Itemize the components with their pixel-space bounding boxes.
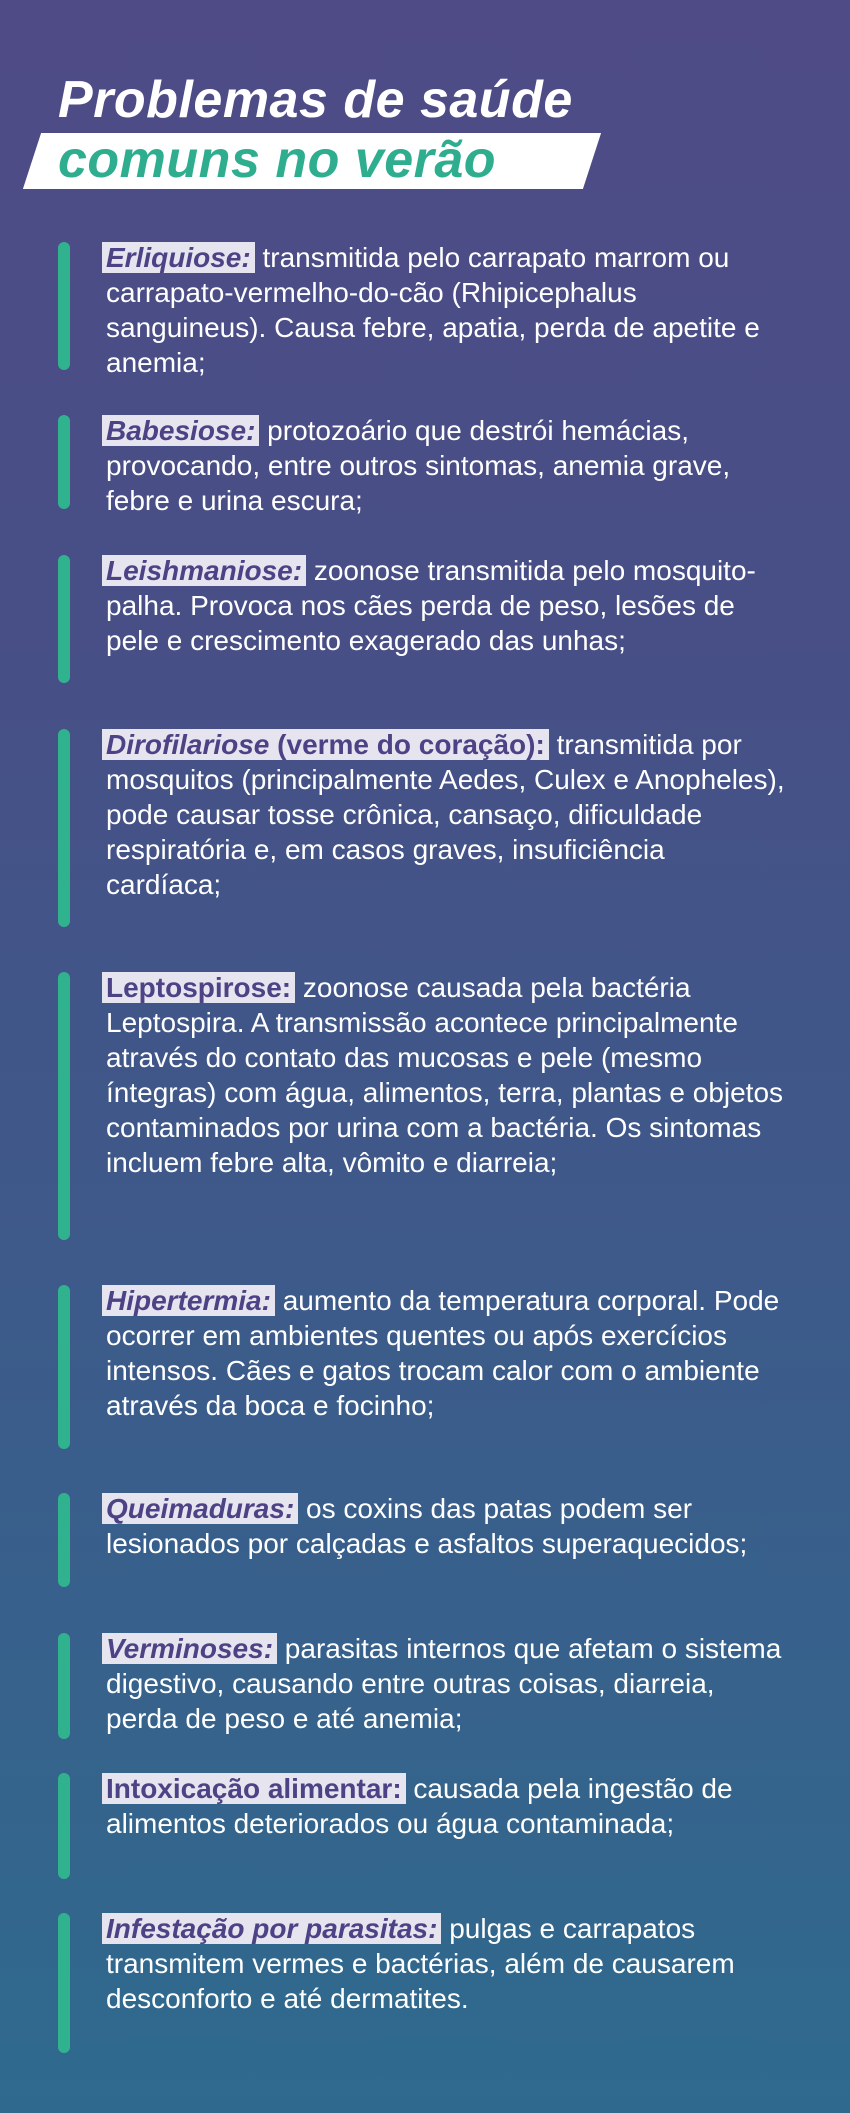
item-description: pulgas e carrapatos transmitem vermes e bactérias, além de causarem desconforto e até dermatites. bbox=[106, 1913, 735, 2014]
item-accent-bar bbox=[58, 415, 70, 509]
item-text bbox=[106, 970, 786, 1180]
item-text bbox=[106, 1911, 786, 2016]
item-text bbox=[106, 240, 786, 380]
item-term-suffix: (verme do coração): bbox=[269, 729, 545, 760]
item-term: Babesiose: bbox=[102, 415, 259, 446]
item-accent-bar bbox=[58, 729, 70, 927]
item-text bbox=[106, 727, 786, 902]
item-term: Verminoses: bbox=[102, 1633, 277, 1664]
item-accent-bar bbox=[58, 1913, 70, 2053]
item-term: Queimaduras: bbox=[102, 1493, 298, 1524]
item-accent-bar bbox=[58, 1773, 70, 1879]
page-title-line1: Problemas de saúde bbox=[58, 71, 573, 129]
item-term: Leptospirose: bbox=[102, 972, 295, 1003]
item-accent-bar bbox=[58, 1493, 70, 1587]
page-title-line2: comuns no verão bbox=[58, 131, 497, 189]
item-text bbox=[106, 1491, 786, 1561]
item-description: zoonose causada pela bactéria Leptospira. A transmissão acontece principalmente através do contato das mucosas e pele (mesmo íntegras) com água, alimentos, terra, plantas e objetos contaminados por urina com a bactéria. Os sintomas incluem febre alta, vômito e diarreia; bbox=[106, 972, 784, 1178]
item-term: Leishmaniose: bbox=[102, 555, 306, 586]
item-description: zoonose transmitida pelo mosquito-palha. Provoca nos cães perda de peso, lesões de pele e crescimento exagerado das unhas; bbox=[106, 555, 756, 656]
item-description: parasitas internos que afetam o sistema digestivo, causando entre outras coisas, diarreia, perda de peso e até anemia; bbox=[106, 1633, 782, 1734]
item-text bbox=[106, 413, 786, 518]
item-accent-bar bbox=[58, 555, 70, 683]
item-accent-bar bbox=[58, 972, 70, 1240]
item-description: transmitida pelo carrapato marrom ou carrapato-vermelho-do-cão (Rhipicephalus sanguineus). Causa febre, apatia, perda de apetite e anemia; bbox=[106, 242, 760, 378]
item-accent-bar bbox=[58, 1285, 70, 1449]
item-description: os coxins das patas podem ser lesionados por calçadas e asfaltos superaquecidos; bbox=[106, 1493, 748, 1559]
item-accent-bar bbox=[58, 1633, 70, 1739]
item-text bbox=[106, 1283, 786, 1423]
item-text bbox=[106, 1631, 786, 1736]
item-term: Erliquiose: bbox=[102, 242, 255, 273]
item-description: aumento da temperatura corporal. Pode ocorrer em ambientes quentes ou após exercícios intensos. Cães e gatos trocam calor com o ambiente através da boca e focinho; bbox=[106, 1285, 780, 1421]
item-accent-bar bbox=[58, 242, 70, 370]
item-text bbox=[106, 1771, 786, 1841]
item-text bbox=[106, 553, 786, 658]
item-term-name: Dirofilariose bbox=[106, 729, 270, 760]
item-term: Hipertermia: bbox=[102, 1285, 275, 1316]
item-description: causada pela ingestão de alimentos deteriorados ou água contaminada; bbox=[106, 1773, 733, 1839]
page-header bbox=[0, 70, 850, 200]
item-description: transmitida por mosquitos (principalmente Aedes, Culex e Anopheles), pode causar tosse crônica, cansaço, dificuldade respiratória e, em casos graves, insuficiência cardíaca; bbox=[106, 729, 785, 900]
item-description: protozoário que destrói hemácias, provocando, entre outros sintomas, anemia grave, febre e urina escura; bbox=[106, 415, 731, 516]
item-term: Intoxicação alimentar: bbox=[102, 1773, 406, 1804]
item-term: Infestação por parasitas: bbox=[102, 1913, 441, 1944]
item-term bbox=[102, 729, 549, 760]
